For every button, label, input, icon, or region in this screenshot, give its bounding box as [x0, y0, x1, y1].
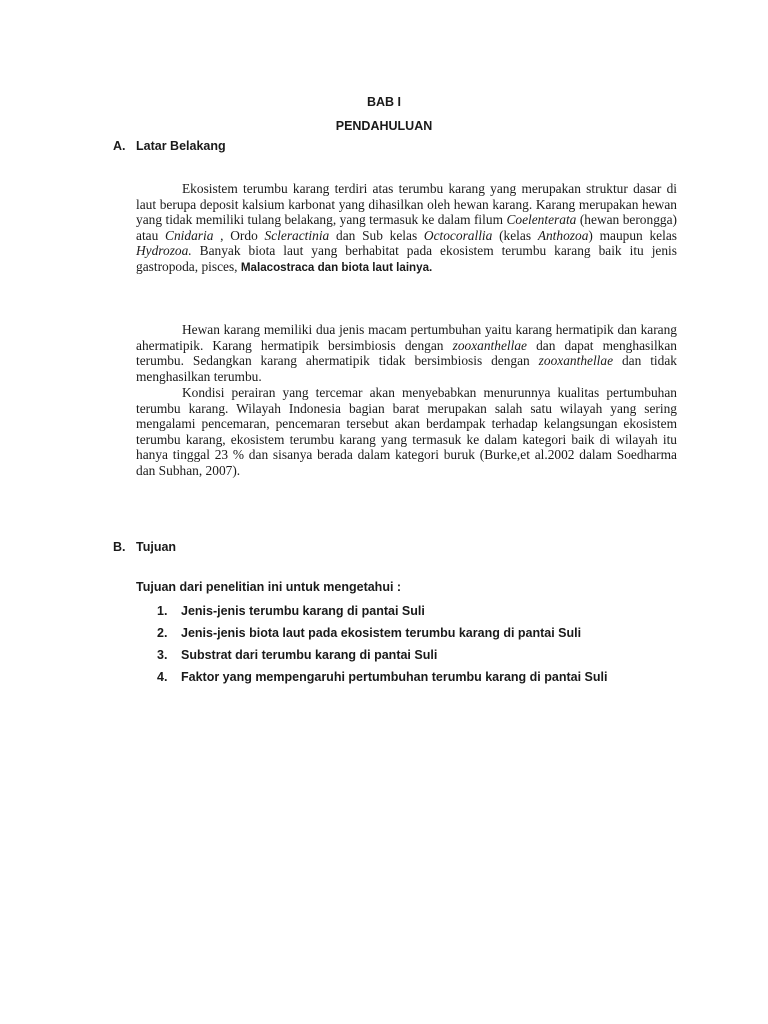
goals-list — [157, 602, 607, 690]
list-item-number: 2. — [157, 626, 168, 640]
list-item — [157, 624, 607, 646]
chapter-title: PENDAHULUAN — [335, 119, 433, 133]
p1-taxon-scleractinia: Scleractinia — [264, 227, 330, 243]
p1-taxon-coelenterata: Coelenterata — [506, 212, 577, 228]
p1-text-5: (kelas — [492, 227, 538, 243]
list-item-number: 1. — [157, 604, 168, 618]
p1-text-1: Ekosistem terumbu karang terdiri atas terumbu karang yang merupakan struktur dasar di laut berupa deposit kalsium karbonat yang dihasilkan oleh hewan karang. Karang merupakan hewan yang tidak memiliki tulang belakang, yang termasuk ke dalam filum — [136, 181, 677, 228]
p1-taxon-anthozoa: Anthozoa — [537, 227, 589, 243]
p2-term-zooxanthellae-1: zooxanthellae — [452, 337, 527, 353]
paragraph-2 — [136, 322, 677, 384]
p1-text-6: ) maupun kelas — [588, 227, 678, 243]
section-a-heading — [113, 139, 226, 153]
list-item-number: 4. — [157, 670, 168, 684]
p1-text-7: Banyak biota laut yang berhabitat pada ekosistem terumbu karang baik itu jenis gastropoda, pisces, — [136, 243, 677, 274]
paragraph-3 — [136, 385, 677, 479]
chapter-number: BAB I — [366, 95, 402, 109]
p1-text-2: (hewan berongga) atau — [136, 212, 677, 243]
list-item-text: Faktor yang mempengaruhi pertumbuhan terumbu karang di pantai Suli — [181, 670, 608, 684]
list-item — [157, 602, 607, 624]
p2-text-3: dan tidak menghasilkan terumbu. — [136, 353, 677, 384]
p2-term-zooxanthellae-2: zooxanthellae — [538, 353, 614, 369]
p1-taxon-hydrozoa: Hydrozoa. — [136, 243, 192, 259]
p1-taxon-cnidaria: Cnidaria — [165, 227, 214, 243]
section-b-heading — [113, 540, 176, 554]
list-item — [157, 646, 607, 668]
paragraph-1 — [136, 181, 677, 276]
list-item-number: 3. — [157, 648, 168, 662]
p3-text-1: Kondisi perairan yang tercemar akan menyebabkan menurunnya kualitas pertumbuhan terumbu karang. Wilayah Indonesia bagian barat merupakan salah satu wilayah yang sering mengalami pencemaran, pencemaran tersebut akan berdampak terhadap kelangsungan ekosistem terumbu karang, ekosistem terumbu karang yang termasuk ke dalam kategori baik di wilayah itu hanya tinggal 23 % dan sisanya berada dalam kategori buruk (Burke,et al.2002 dalam Soedharma dan Subhan, 2007). — [136, 385, 677, 478]
list-item-text: Jenis-jenis biota laut pada ekosistem terumbu karang di pantai Suli — [181, 626, 582, 640]
p1-text-3: , Ordo — [213, 227, 265, 243]
section-a-title: Latar Belakang — [136, 139, 226, 153]
section-b-letter: B. — [113, 540, 126, 554]
p1-taxon-octocorallia: Octocorallia — [423, 227, 493, 243]
list-item-text: Jenis-jenis terumbu karang di pantai Suli — [181, 604, 425, 618]
list-item — [157, 668, 607, 690]
section-a-letter: A. — [113, 139, 126, 153]
goals-intro: Tujuan dari penelitian ini untuk mengetahui : — [136, 580, 402, 594]
p1-bold-text: Malacostraca dan biota laut lainya. — [240, 260, 433, 274]
list-item-text: Substrat dari terumbu karang di pantai Suli — [181, 648, 438, 662]
p2-text-2: dan dapat menghasilkan terumbu. Sedangkan karang ahermatipik tidak bersimbiosis dengan — [136, 337, 678, 369]
section-b-title: Tujuan — [136, 540, 177, 554]
p2-text-1: Hewan karang memiliki dua jenis macam pertumbuhan yaitu karang hermatipik dan karang ahermatipik. Karang hermatipik bersimbiosis dengan — [136, 322, 677, 353]
p1-text-4: dan Sub kelas — [329, 227, 424, 243]
